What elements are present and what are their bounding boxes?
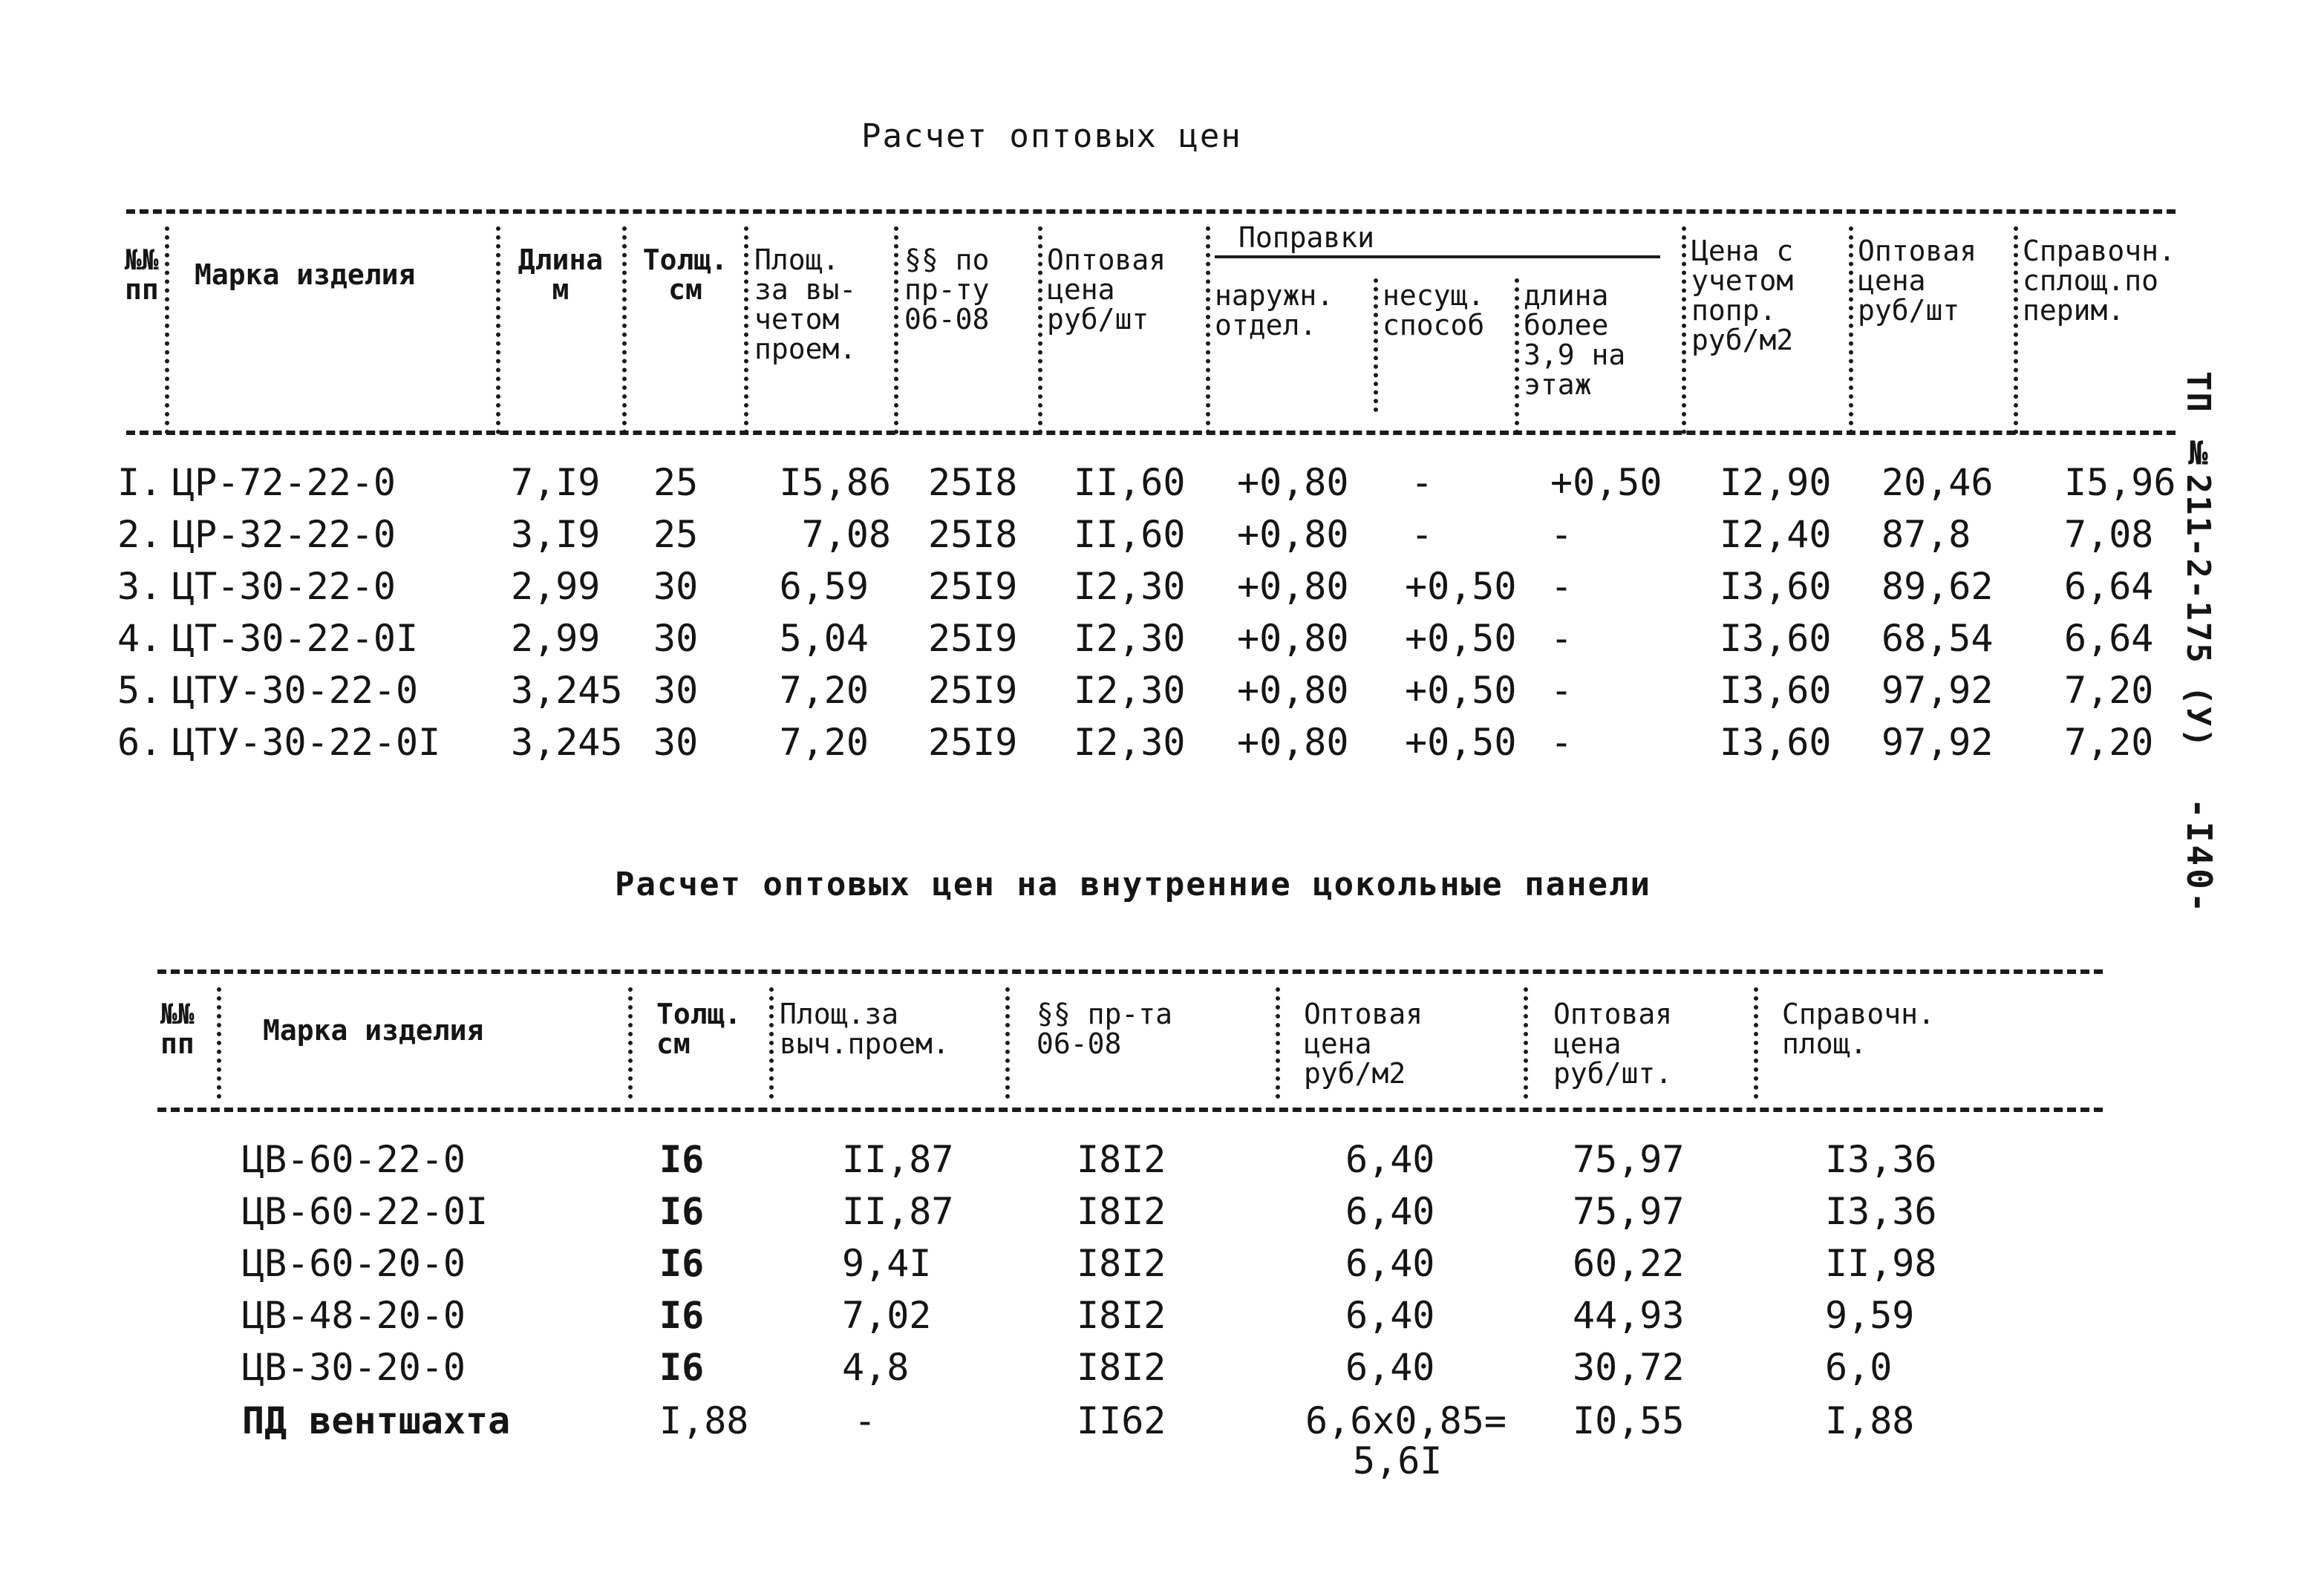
table1-header-bottom-rule — [126, 431, 2176, 435]
t2-cell-price-m2: 6,40 — [1345, 1242, 1435, 1285]
table2-col-separator — [1754, 987, 1758, 1099]
table1-col-separator — [744, 226, 748, 434]
t2-header-price-pc: Оптовая цена руб/шт. — [1553, 998, 1673, 1090]
t1-cell-num: 5. — [117, 669, 163, 712]
t1-cell-mark: ЦТ-30-22-0I — [172, 617, 419, 660]
t1-cell-num: 4. — [117, 617, 163, 660]
table2-col-separator — [1524, 987, 1528, 1099]
t2-header-ref: Справочн. площ. — [1782, 998, 1935, 1060]
t1-cell-para: 25I9 — [928, 669, 1018, 712]
table1-col-separator — [1374, 278, 1378, 412]
t1-cell-wholesale: 97,92 — [1881, 669, 1994, 712]
t1-cell-corr-outer: +0,80 — [1237, 617, 1349, 660]
t1-cell-mark: ЦТ-30-22-0 — [172, 565, 396, 608]
t1-cell-area: I5,86 — [779, 461, 891, 504]
t1-header-para: §§ по пр-ту 06-08 — [904, 243, 990, 336]
table1-col-separator — [165, 226, 169, 434]
t1-header-area: Площ. за вы- четом проем. — [754, 243, 857, 365]
t2-cell-price-pc: 44,93 — [1573, 1294, 1685, 1337]
t1-cell-corr-bearing: - — [1411, 513, 1434, 556]
t2-cell-ref: 9,59 — [1825, 1294, 1915, 1337]
page-number: -I40- — [2179, 798, 2219, 916]
t2-cell-ref: I,88 — [1825, 1399, 1915, 1442]
t2-cell-price-m2: 6,40 — [1345, 1138, 1435, 1181]
t1-cell-para: 25I9 — [928, 617, 1018, 660]
t2-cell-para: I8I2 — [1077, 1294, 1166, 1337]
t2-cell-area: - — [854, 1399, 877, 1442]
t1-cell-length: 2,99 — [511, 617, 601, 660]
table1-col-separator — [1515, 278, 1519, 434]
t1-cell-price-adj: I3,60 — [1720, 721, 1832, 764]
t1-cell-ref: 6,64 — [2064, 565, 2154, 608]
t1-cell-corr-outer: +0,80 — [1237, 721, 1349, 764]
t2-cell-para: II62 — [1077, 1399, 1166, 1442]
t2-cell-thick: I6 — [659, 1346, 705, 1389]
t1-cell-corr-bearing: +0,50 — [1405, 565, 1517, 608]
t1-cell-ref: 7,08 — [2064, 513, 2154, 556]
t1-cell-price-adj: I2,40 — [1720, 513, 1832, 556]
t1-header-corr-outer: наружн. отдел. — [1215, 279, 1334, 341]
table2-top-rule — [157, 969, 2103, 974]
t1-header-ref: Справочн. сплощ.по перим. — [2023, 235, 2176, 327]
t1-cell-para: 25I9 — [928, 721, 1018, 764]
t2-cell-para: I8I2 — [1077, 1242, 1166, 1285]
table2-title: Расчет оптовых цен на внутренние цокольные панели — [615, 866, 1652, 903]
t1-cell-length: 7,I9 — [511, 461, 601, 504]
t1-header-corr-length: длина более 3,9 на этаж — [1524, 279, 1626, 401]
t1-cell-length: 3,I9 — [511, 513, 601, 556]
t1-cell-corr-length: - — [1550, 617, 1573, 660]
t1-cell-price-adj: I3,60 — [1720, 669, 1832, 712]
t1-cell-num: 6. — [117, 721, 163, 764]
t1-cell-corr-bearing: - — [1411, 461, 1434, 504]
t1-cell-ref: I5,96 — [2064, 461, 2176, 504]
t1-cell-wholesale: 20,46 — [1881, 461, 1994, 504]
t1-cell-corr-outer: +0,80 — [1237, 461, 1349, 504]
table1-col-separator — [496, 226, 500, 434]
t1-cell-price-adj: I3,60 — [1720, 565, 1832, 608]
t1-cell-wholesale: 97,92 — [1881, 721, 1994, 764]
table2-col-separator — [217, 987, 221, 1099]
t1-cell-ref: 6,64 — [2064, 617, 2154, 660]
t2-cell-mark: ПД вентшахта — [242, 1399, 511, 1442]
t1-cell-wholesale: 87,8 — [1881, 513, 1971, 556]
table1-col-separator — [1849, 226, 1853, 434]
t1-cell-price: I2,30 — [1074, 721, 1186, 764]
t1-cell-mark: ЦР-72-22-0 — [172, 461, 396, 504]
t1-cell-corr-length: - — [1550, 669, 1573, 712]
t2-cell-mark: ЦВ-60-22-0 — [242, 1138, 466, 1181]
t1-cell-mark: ЦР-32-22-0 — [172, 513, 396, 556]
t2-cell-area: II,87 — [842, 1138, 954, 1181]
t1-cell-price: I2,30 — [1074, 617, 1186, 660]
t1-cell-num: 3. — [117, 565, 163, 608]
t1-cell-thick: 30 — [653, 565, 699, 608]
table2-header-bottom-rule — [157, 1108, 2103, 1112]
t1-cell-length: 3,245 — [511, 721, 623, 764]
t1-header-thick: Толщ. см — [642, 243, 728, 306]
t1-cell-thick: 30 — [653, 721, 699, 764]
t1-cell-thick: 25 — [653, 461, 699, 504]
t1-cell-length: 2,99 — [511, 565, 601, 608]
t2-cell-mark: ЦВ-30-20-0 — [242, 1346, 466, 1389]
t2-cell-price-m2: 6,40 — [1345, 1294, 1435, 1337]
t1-cell-price: I2,30 — [1074, 669, 1186, 712]
t1-cell-wholesale: 68,54 — [1881, 617, 1994, 660]
t2-cell-ref: II,98 — [1825, 1242, 1937, 1285]
t2-header-price-m2: Оптовая цена руб/м2 — [1304, 998, 1423, 1090]
t2-cell-mark: ЦВ-60-20-0 — [242, 1242, 466, 1285]
t1-cell-corr-length: - — [1550, 721, 1573, 764]
table2-col-separator — [628, 987, 633, 1099]
t1-cell-wholesale: 89,62 — [1881, 565, 1994, 608]
t2-cell-area: 4,8 — [842, 1346, 910, 1389]
t2-cell-price-pc: I0,55 — [1573, 1399, 1685, 1442]
table1-col-separator — [2014, 226, 2018, 434]
t2-cell-ref: I3,36 — [1825, 1190, 1937, 1233]
t1-cell-corr-length: - — [1550, 513, 1573, 556]
document-code: ТП №211-2-175 (У) — [2179, 371, 2217, 749]
t1-cell-para: 25I9 — [928, 565, 1018, 608]
t1-cell-num: 2. — [117, 513, 163, 556]
table1-title: Расчет оптовых цен — [861, 117, 1242, 155]
t2-cell-thick: I6 — [659, 1138, 705, 1181]
t2-cell-para: I8I2 — [1077, 1138, 1166, 1181]
table1-top-rule — [126, 209, 2176, 214]
t2-cell-ref: I3,36 — [1825, 1138, 1937, 1181]
t1-cell-price-adj: I2,90 — [1720, 461, 1832, 504]
t1-cell-area: 5,04 — [779, 617, 869, 660]
t1-cell-area: 7,08 — [801, 513, 891, 556]
t2-cell-thick: I6 — [659, 1242, 705, 1285]
t1-cell-area: 6,59 — [779, 565, 869, 608]
t1-header-num: №№ пп — [125, 243, 159, 306]
t1-corrections-underline — [1215, 255, 1660, 258]
table1-col-separator — [1206, 226, 1210, 434]
table1-col-separator — [894, 226, 898, 434]
t1-cell-ref: 7,20 — [2064, 721, 2154, 764]
t2-cell-price-m2-result: 5,6I — [1353, 1439, 1443, 1482]
t2-cell-price-m2: 6,40 — [1345, 1190, 1435, 1233]
table2-col-separator — [1276, 987, 1280, 1099]
t2-cell-price-pc: 60,22 — [1573, 1242, 1685, 1285]
t1-cell-thick: 30 — [653, 617, 699, 660]
t1-cell-num: I. — [117, 461, 163, 504]
t1-header-corrections: Поправки — [1238, 221, 1375, 254]
t1-header-length: Длина м — [518, 243, 604, 306]
t2-header-para: §§ пр-та 06-08 — [1037, 998, 1173, 1060]
t2-cell-price-pc: 30,72 — [1573, 1346, 1685, 1389]
table1-col-separator — [1038, 226, 1042, 434]
t1-cell-corr-length: +0,50 — [1550, 461, 1662, 504]
t2-cell-area: 7,02 — [842, 1294, 932, 1337]
t1-cell-corr-outer: +0,80 — [1237, 565, 1349, 608]
t1-header-price-adj: Цена с учетом попр. руб/м2 — [1691, 235, 1794, 356]
t2-header-mark: Марка изделия — [263, 1014, 484, 1047]
t1-cell-corr-length: - — [1550, 565, 1573, 608]
t2-header-thick: Толщ. см — [656, 998, 742, 1060]
t1-cell-ref: 7,20 — [2064, 669, 2154, 712]
table2-col-separator — [1005, 987, 1010, 1099]
t1-cell-corr-bearing: +0,50 — [1405, 669, 1517, 712]
t1-cell-price: II,60 — [1074, 461, 1186, 504]
t2-cell-area: II,87 — [842, 1190, 954, 1233]
t1-cell-mark: ЦТУ-30-22-0 — [172, 669, 419, 712]
t2-header-num: №№ пп — [160, 998, 195, 1060]
t1-header-wholesale: Оптовая цена руб/шт — [1858, 235, 1977, 327]
t1-cell-corr-outer: +0,80 — [1237, 513, 1349, 556]
t2-cell-mark: ЦВ-48-20-0 — [242, 1294, 466, 1337]
t1-header-corr-bearing: несущ. способ — [1383, 279, 1485, 341]
t1-cell-price: I2,30 — [1074, 565, 1186, 608]
t1-cell-price-adj: I3,60 — [1720, 617, 1832, 660]
t1-cell-para: 25I8 — [928, 461, 1018, 504]
table2-col-separator — [769, 987, 774, 1099]
t1-cell-thick: 25 — [653, 513, 699, 556]
t1-cell-corr-outer: +0,80 — [1237, 669, 1349, 712]
t2-cell-price-m2: 6,6х0,85= — [1305, 1399, 1507, 1442]
table1-col-separator — [622, 226, 627, 434]
t1-header-mark: Марка изделия — [195, 258, 416, 291]
t2-cell-area: 9,4I — [842, 1242, 932, 1285]
t1-cell-area: 7,20 — [779, 669, 869, 712]
t2-cell-mark: ЦВ-60-22-0I — [242, 1190, 489, 1233]
t2-cell-thick: I6 — [659, 1190, 705, 1233]
t2-header-area: Площ.за выч.проем. — [780, 998, 950, 1060]
t1-cell-mark: ЦТУ-30-22-0I — [172, 721, 441, 764]
t1-cell-area: 7,20 — [779, 721, 869, 764]
t2-cell-thick: I6 — [659, 1294, 705, 1337]
t2-cell-para: I8I2 — [1077, 1190, 1166, 1233]
t1-header-price: Оптовая цена руб/шт — [1047, 243, 1166, 336]
t2-cell-price-m2: 6,40 — [1345, 1346, 1435, 1389]
t1-cell-length: 3,245 — [511, 669, 623, 712]
t1-cell-thick: 30 — [653, 669, 699, 712]
t2-cell-ref: 6,0 — [1825, 1346, 1893, 1389]
t2-cell-price-pc: 75,97 — [1573, 1190, 1685, 1233]
t2-cell-thick: I,88 — [659, 1399, 749, 1442]
t1-cell-corr-bearing: +0,50 — [1405, 617, 1517, 660]
table1-col-separator — [1682, 226, 1686, 434]
t1-cell-price: II,60 — [1074, 513, 1186, 556]
t1-cell-para: 25I8 — [928, 513, 1018, 556]
t1-cell-corr-bearing: +0,50 — [1405, 721, 1517, 764]
t2-cell-price-pc: 75,97 — [1573, 1138, 1685, 1181]
t2-cell-para: I8I2 — [1077, 1346, 1166, 1389]
